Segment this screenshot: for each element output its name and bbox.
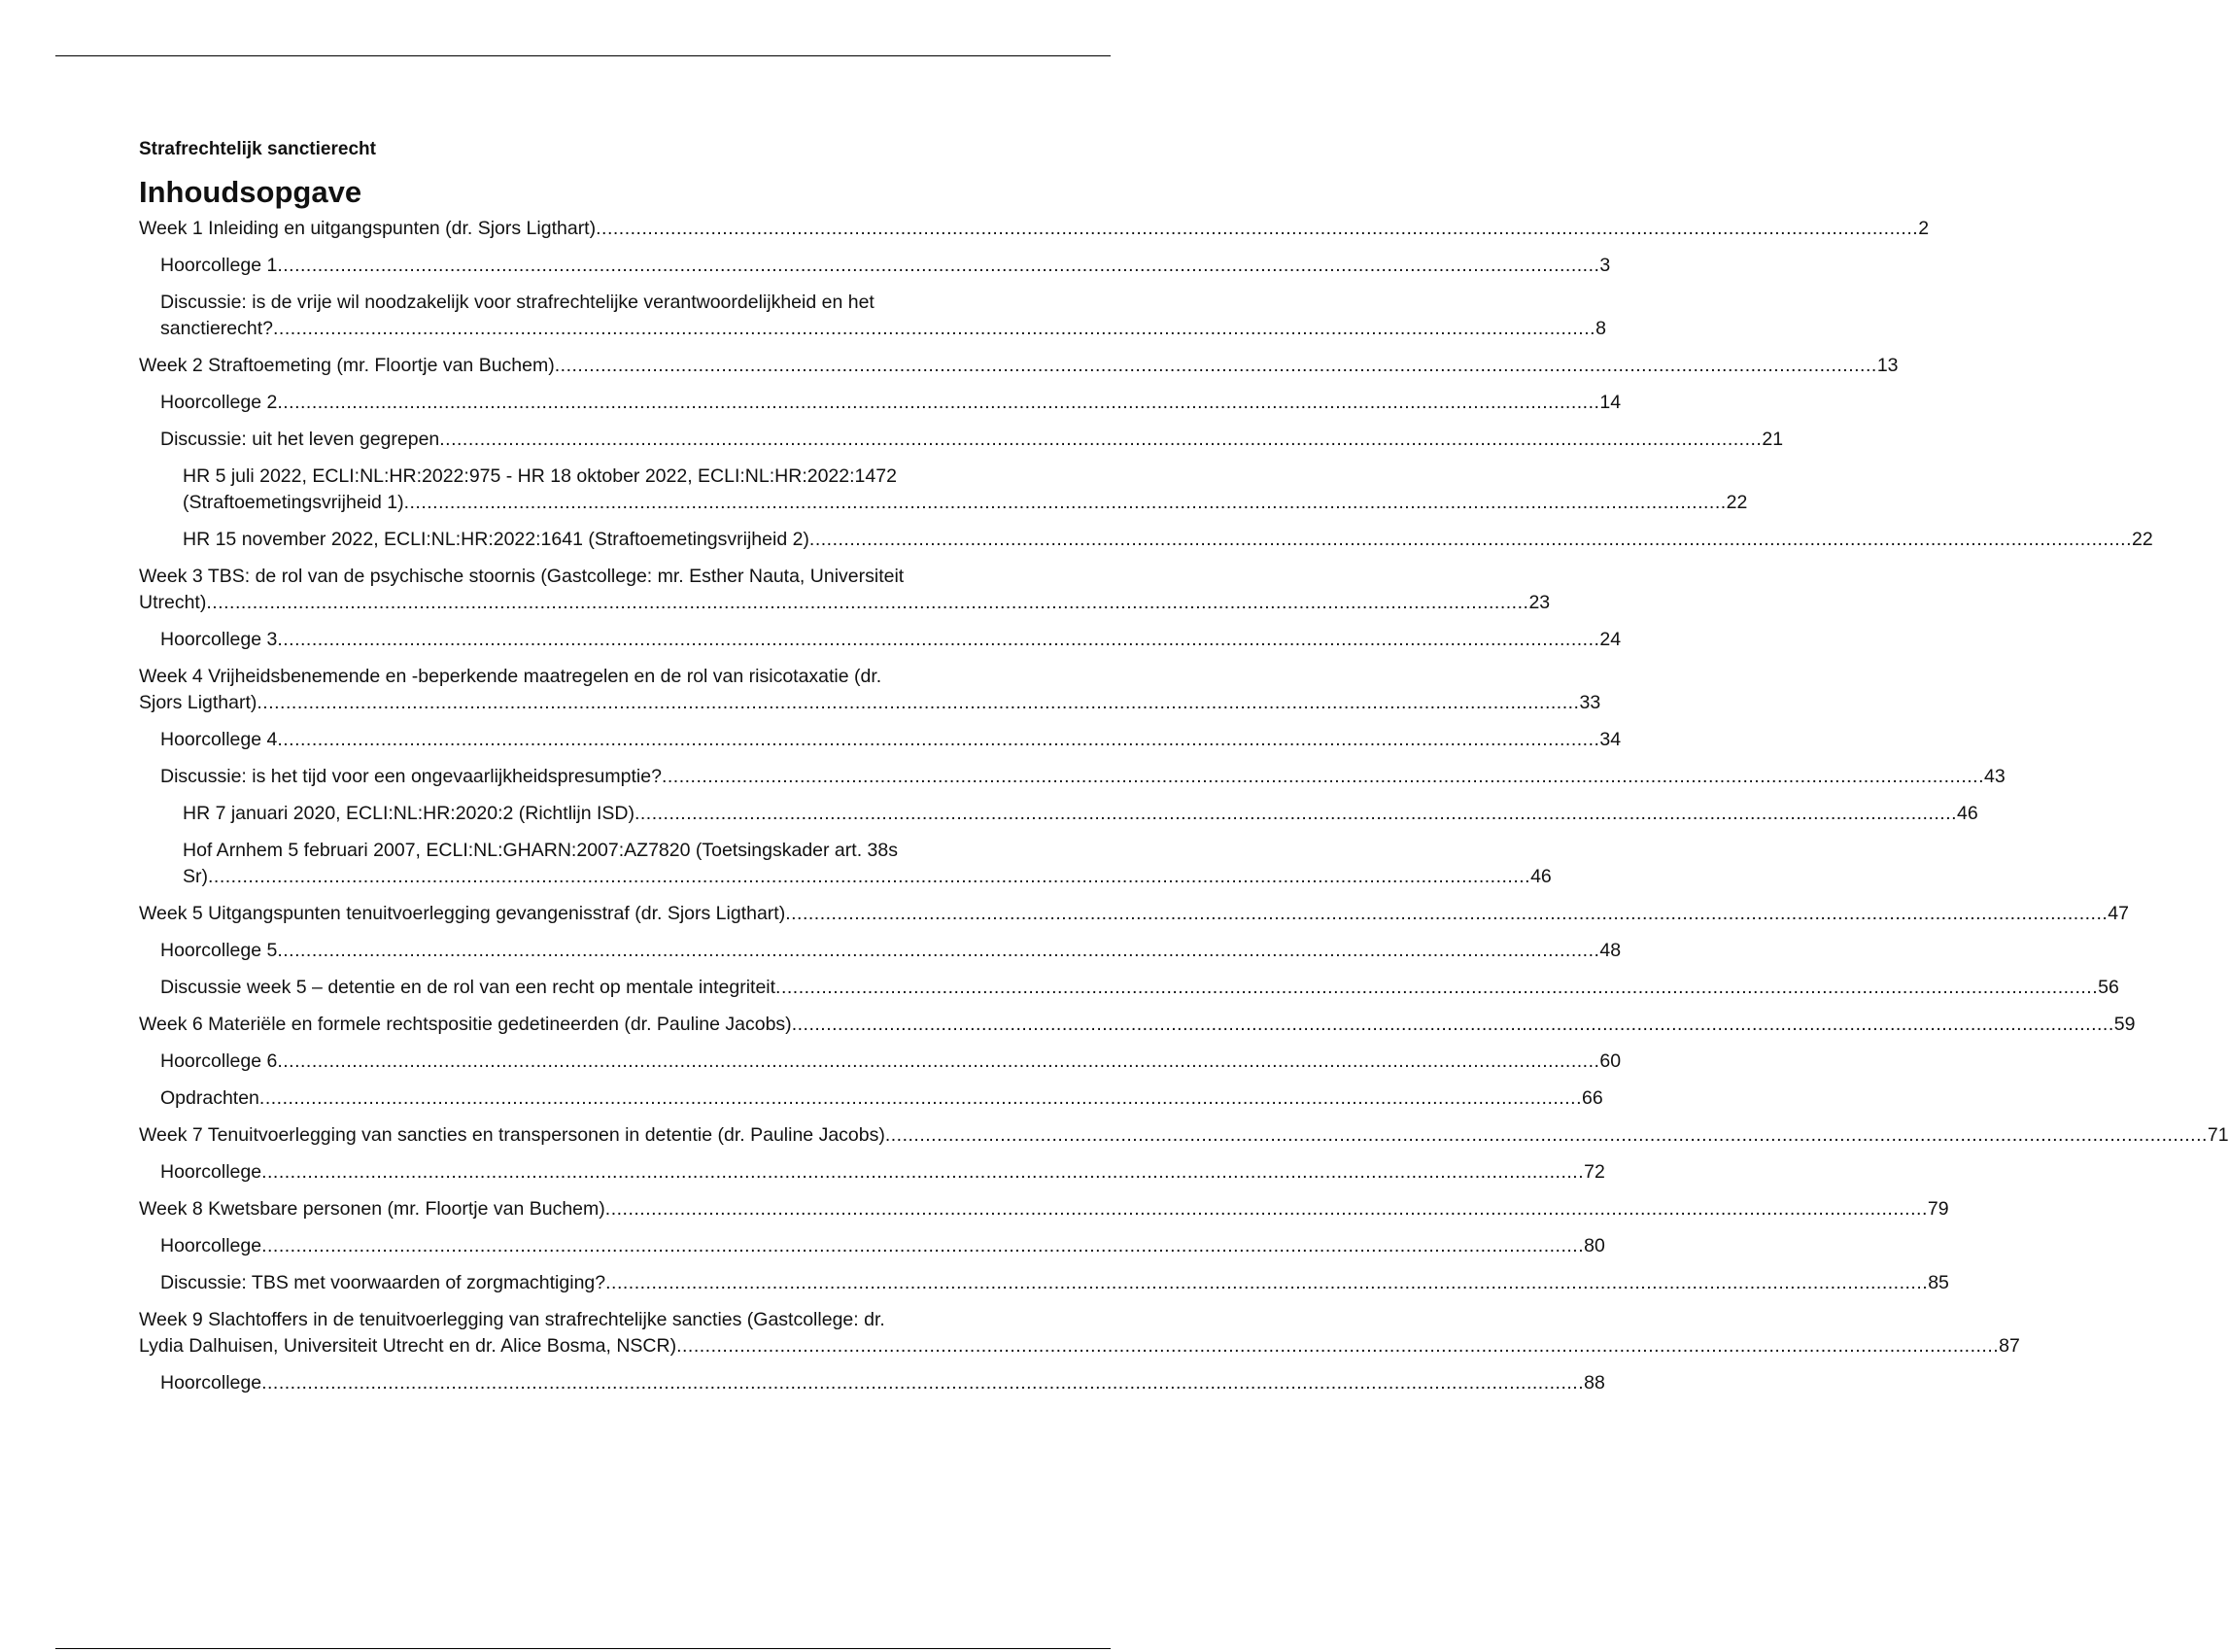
toc-entry-leader-row (160, 316, 1606, 342)
dot-leader (277, 938, 1599, 964)
dot-leader (439, 427, 1762, 453)
toc-entry-page-number: 59 (2113, 1014, 2136, 1035)
toc-entry-title-line: Hoorcollege (160, 1235, 262, 1256)
toc-entry-leader-row (160, 938, 1622, 964)
dot-leader (785, 901, 2108, 927)
toc-entry-title-line: Opdrachten (160, 1087, 259, 1109)
toc-entry-page-number: 21 (1762, 429, 1784, 450)
toc-entry[interactable] (139, 353, 1899, 379)
toc-entry-leader-row (160, 390, 1622, 416)
dot-leader (775, 975, 2098, 1001)
dot-leader (277, 727, 1599, 753)
document-subject: Strafrechtelijk sanctierecht (139, 139, 376, 159)
toc-entry-leader-row (160, 253, 1611, 279)
dot-leader (676, 1333, 1999, 1359)
toc-entry-title-line: HR 5 juli 2022, ECLI:NL:HR:2022:975 - HR 18 oktober 2022, ECLI:NL:HR:2022:1472 (183, 465, 897, 487)
toc-entry-leader-row (183, 490, 1748, 516)
toc-entry-title-line: Hoorcollege 2 (160, 392, 278, 413)
toc-entry-page-number: 66 (1581, 1087, 1603, 1109)
toc-entry-title-line: Sjors Ligthart) (139, 692, 257, 713)
toc-entry-title-line: Hoorcollege (160, 1161, 262, 1183)
toc-entry-page-number: 14 (1599, 392, 1622, 413)
dot-leader (277, 627, 1599, 653)
toc-entry-leader-row (160, 975, 2119, 1001)
toc-entry-title-line: Week 9 Slachtoffers in de tenuitvoerlegging van strafrechtelijke sancties (Gastcollege: dr. (139, 1309, 885, 1330)
dot-leader (206, 590, 1528, 616)
toc-entry[interactable] (139, 290, 1606, 342)
toc-entry-page-number: 79 (1927, 1198, 1949, 1220)
toc-entry-title-line: Week 8 Kwetsbare personen (mr. Floortje van Buchem) (139, 1198, 605, 1220)
footer-rule (55, 1648, 1111, 1649)
toc-entry-title-line: sanctierecht? (160, 318, 273, 339)
dot-leader (261, 1159, 1584, 1186)
toc-entry-title-line: Discussie: is het tijd voor een ongevaarlijkheidspresumptie? (160, 766, 662, 787)
toc-entry[interactable] (139, 216, 1930, 242)
toc-entry-page-number: 13 (1876, 355, 1899, 376)
toc-entry-page-number: 47 (2108, 903, 2129, 924)
toc-entry-title-line: Discussie: TBS met voorwaarden of zorgmachtiging? (160, 1272, 606, 1293)
toc-entry[interactable] (139, 1370, 1605, 1396)
toc-entry-leader-row (160, 1085, 1603, 1112)
toc-entry-title-line: Hof Arnhem 5 februari 2007, ECLI:NL:GHARN:2007:AZ7820 (Toetsingskader art. 38s (183, 840, 898, 861)
dot-leader (634, 801, 1957, 827)
toc-entry-page-number: 85 (1928, 1272, 1949, 1293)
toc-entry-page-number: 34 (1599, 729, 1622, 750)
dot-leader (259, 1085, 1582, 1112)
toc-entry-leader-row (160, 1370, 1605, 1396)
toc-entry-title-line: Discussie: uit het leven gegrepen (160, 429, 440, 450)
toc-entry[interactable] (139, 1012, 2136, 1038)
toc-entry-leader-row (183, 801, 1978, 827)
toc-entry-page-number: 2 (1918, 218, 1930, 239)
toc-entry-leader-row (160, 1233, 1605, 1259)
toc-entry-leader-row (139, 1333, 2020, 1359)
toc-entry-page-number: 48 (1599, 940, 1622, 961)
toc-entry-title-line: Week 1 Inleiding en uitgangspunten (dr. Sjors Ligthart) (139, 218, 597, 239)
toc-entry-page-number: 24 (1599, 629, 1622, 650)
toc-entry-page-number: 46 (1957, 803, 1978, 824)
toc-entry-title-line: Hoorcollege (160, 1372, 262, 1394)
toc-entry[interactable] (139, 938, 1622, 964)
toc-entry-leader-row (139, 353, 1899, 379)
toc-entry-page-number: 80 (1584, 1235, 1605, 1256)
toc-entry-leader-row (160, 727, 1622, 753)
toc-entry-leader-row (160, 627, 1622, 653)
document-body (139, 137, 2229, 1407)
toc-entry[interactable] (139, 838, 1552, 890)
toc-entry[interactable] (139, 1270, 1949, 1296)
toc-entry-page-number: 56 (2098, 977, 2119, 998)
toc-entry-page-number: 22 (1726, 492, 1748, 513)
toc-entry-page-number: 72 (1584, 1161, 1605, 1183)
dot-leader (273, 316, 1595, 342)
dot-leader (809, 527, 2132, 553)
toc-entry[interactable] (139, 901, 2129, 927)
toc-entry-title-line: Discussie: is de vrije wil noodzakelijk voor strafrechtelijke verantwoordelijkheid en het (160, 292, 874, 313)
toc-entry[interactable] (139, 527, 2153, 553)
toc-entry[interactable] (139, 1196, 1949, 1222)
toc-entry-title-line: Hoorcollege 3 (160, 629, 278, 650)
toc-entry-leader-row (160, 427, 1784, 453)
dot-leader (596, 216, 1918, 242)
toc-entry-leader-row (160, 1049, 1622, 1075)
header-rule (55, 55, 1111, 56)
dot-leader (792, 1012, 2114, 1038)
dot-leader (662, 764, 1984, 790)
toc-entry-title-line: Sr) (183, 866, 208, 887)
toc-entry[interactable] (139, 627, 1622, 653)
toc-entry-title-line: HR 15 november 2022, ECLI:NL:HR:2022:1641 (Straftoemetingsvrijheid 2) (183, 529, 809, 550)
toc-entry-leader-row (139, 216, 1930, 242)
table-of-contents (139, 216, 2229, 1396)
dot-leader (261, 1370, 1584, 1396)
toc-entry[interactable] (139, 1049, 1622, 1075)
toc-entry-page-number: 33 (1579, 692, 1601, 713)
toc-entry-page-number: 46 (1530, 866, 1552, 887)
toc-entry[interactable] (139, 727, 1622, 753)
toc-entry[interactable] (139, 975, 2119, 1001)
toc-entry-page-number: 23 (1528, 592, 1551, 613)
toc-entry-title-line: Hoorcollege 6 (160, 1050, 278, 1072)
toc-entry-title-line: Week 3 TBS: de rol van de psychische stoornis (Gastcollege: mr. Esther Nauta, Universiteit (139, 566, 905, 587)
dot-leader (404, 490, 1727, 516)
toc-entry-title-line: Hoorcollege 1 (160, 255, 278, 276)
toc-entry-leader-row (139, 690, 1601, 716)
toc-entry-leader-row (139, 1122, 2229, 1149)
toc-entry-leader-row (160, 1159, 1605, 1186)
toc-entry[interactable] (139, 564, 1551, 616)
toc-entry[interactable] (139, 1159, 1605, 1186)
toc-entry-page-number: 71 (2207, 1124, 2229, 1146)
toc-entry[interactable] (139, 390, 1622, 416)
toc-entry-title-line: Hoorcollege 5 (160, 940, 278, 961)
toc-entry[interactable] (139, 801, 1978, 827)
toc-entry-page-number: 88 (1584, 1372, 1605, 1394)
toc-entry-leader-row (183, 527, 2153, 553)
toc-entry[interactable] (139, 1122, 2229, 1149)
toc-entry-leader-row (139, 590, 1551, 616)
dot-leader (605, 1270, 1928, 1296)
dot-leader (208, 864, 1530, 890)
toc-entry-page-number: 60 (1599, 1050, 1622, 1072)
toc-entry-page-number: 43 (1984, 766, 2006, 787)
toc-title: Inhoudsopgave (139, 175, 362, 209)
toc-entry[interactable] (139, 1307, 2020, 1359)
toc-entry-page-number: 8 (1595, 318, 1606, 339)
toc-entry[interactable] (139, 1085, 1603, 1112)
toc-entry-title-line: Week 4 Vrijheidsbenemende en -beperkende maatregelen en de rol van risicotaxatie (dr. (139, 666, 882, 687)
dot-leader (277, 253, 1599, 279)
toc-entry-title-line: Week 6 Materiële en formele rechtspositie gedetineerden (dr. Pauline Jacobs) (139, 1014, 792, 1035)
toc-entry[interactable] (139, 764, 2006, 790)
toc-entry-title-line: HR 7 januari 2020, ECLI:NL:HR:2020:2 (Richtlijn ISD) (183, 803, 634, 824)
toc-entry[interactable] (139, 427, 1784, 453)
toc-entry-title-line: (Straftoemetingsvrijheid 1) (183, 492, 404, 513)
toc-entry-title-line: Hoorcollege 4 (160, 729, 278, 750)
toc-entry-leader-row (139, 1196, 1949, 1222)
toc-entry[interactable] (139, 664, 1601, 716)
toc-entry[interactable] (139, 253, 1611, 279)
toc-entry-title-line: Utrecht) (139, 592, 207, 613)
toc-entry-page-number: 3 (1599, 255, 1611, 276)
toc-entry-leader-row (139, 901, 2129, 927)
dot-leader (885, 1122, 2208, 1149)
toc-entry-title-line: Lydia Dalhuisen, Universiteit Utrecht en dr. Alice Bosma, NSCR) (139, 1335, 677, 1357)
dot-leader (257, 690, 1579, 716)
dot-leader (555, 353, 1877, 379)
toc-entry-leader-row (160, 1270, 1949, 1296)
dot-leader (605, 1196, 1928, 1222)
toc-entry-title-line: Week 5 Uitgangspunten tenuitvoerlegging gevangenisstraf (dr. Sjors Ligthart) (139, 903, 786, 924)
toc-entry-leader-row (160, 764, 2006, 790)
dot-leader (261, 1233, 1584, 1259)
toc-entry[interactable] (139, 1233, 1605, 1259)
toc-entry-title-line: Week 7 Tenuitvoerlegging van sancties en transpersonen in detentie (dr. Pauline Jacobs) (139, 1124, 885, 1146)
toc-entry-leader-row (139, 1012, 2136, 1038)
toc-entry-title-line: Discussie week 5 – detentie en de rol van een recht op mentale integriteit (160, 977, 776, 998)
toc-entry-title-line: Week 2 Straftoemeting (mr. Floortje van Buchem) (139, 355, 555, 376)
toc-entry-page-number: 87 (1999, 1335, 2020, 1357)
dot-leader (277, 1049, 1599, 1075)
toc-entry-leader-row (183, 864, 1552, 890)
toc-entry[interactable] (139, 464, 1748, 516)
dot-leader (277, 390, 1599, 416)
toc-entry-page-number: 22 (2132, 529, 2153, 550)
